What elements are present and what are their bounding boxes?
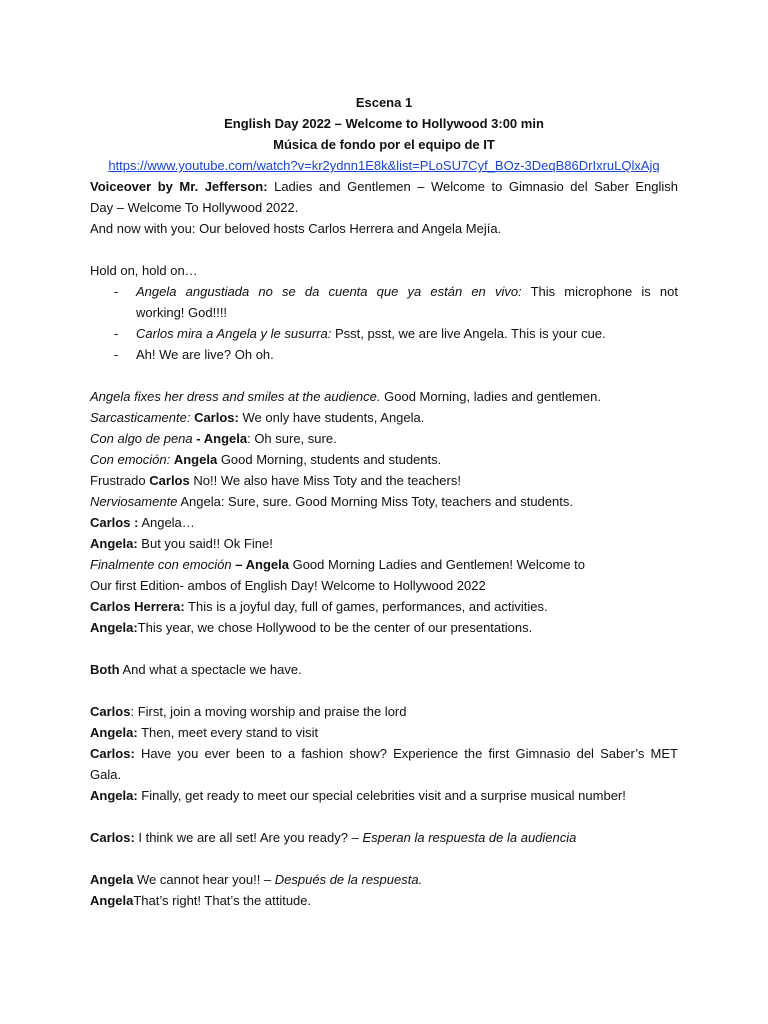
voiceover-line-1	[90, 176, 678, 197]
stage-direction: Finalmente con emoción	[90, 557, 232, 572]
speaker: Carlos	[149, 473, 190, 488]
dialog-line	[90, 386, 678, 407]
speaker: Carlos Herrera:	[90, 599, 185, 614]
speaker: Both	[90, 662, 120, 677]
dialogue-text: : First, join a moving worship and praise the lord	[130, 704, 407, 719]
dialog-line	[90, 554, 678, 575]
dialogue-text: We cannot hear you!! –	[136, 872, 272, 887]
dialogue-text: This is a joyful day, full of games, performances, and activities.	[188, 599, 548, 614]
dialog-line	[90, 512, 678, 533]
dialog-line	[90, 890, 678, 911]
dialogue-text: But you said!! Ok Fine!	[141, 536, 273, 551]
dialog-line	[90, 449, 678, 470]
dialogue-text: Psst, psst, we are live Angela. This is your cue.	[334, 326, 606, 341]
speaker: Angela:	[90, 620, 138, 635]
speaker: - Angela	[196, 431, 248, 446]
dialogue-text: Finally, get ready to meet our special celebrities visit and a surprise musical number!	[141, 788, 626, 803]
bullet-dash: -	[114, 326, 119, 341]
speaker: Carlos:	[90, 830, 135, 845]
dialog-line	[90, 428, 678, 449]
speaker: Angela	[90, 872, 134, 887]
dialog-line	[90, 407, 678, 428]
dialog-line	[90, 659, 678, 680]
stage-direction: Después de la respuesta.	[274, 872, 423, 887]
event-title: English Day 2022 – Welcome to Hollywood 3:00 min	[224, 116, 544, 131]
stage-direction: Esperan la respuesta de la audiencia	[362, 830, 577, 845]
speaker: Carlos:	[194, 410, 239, 425]
speaker: Carlos:	[90, 746, 135, 761]
youtube-link[interactable]: https://www.youtube.com/watch?v=kr2ydnn1E8k&list=PLoSU7Cyf_BOz-3DeqB86DrIxruLQlxAjq	[108, 158, 660, 173]
dialog-line	[90, 785, 678, 806]
dialog-line	[90, 743, 678, 764]
dialogue-text: Angela: Sure, sure. Good Morning Miss Toty, teachers and students.	[180, 494, 573, 509]
scene-title: Escena 1	[355, 95, 413, 110]
bullet-3: Ah! We are live? Oh oh.	[136, 347, 274, 362]
dialogue-text: And what a spectacle we have.	[122, 662, 302, 677]
dialogue-text: Good Morning, ladies and gentlemen.	[384, 389, 601, 404]
dialogue-text: We only have students, Angela.	[242, 410, 425, 425]
dialog-line: Gala.	[90, 767, 122, 782]
dialog-line	[90, 617, 678, 638]
dialogue-text: Then, meet every stand to visit	[141, 725, 319, 740]
dialog-line	[90, 827, 678, 848]
dialogue-text: Frustrado	[90, 473, 146, 488]
bullet-2	[136, 323, 678, 344]
link-line	[90, 155, 678, 176]
speaker: Angela:	[90, 725, 138, 740]
dialog-line	[90, 470, 678, 491]
stage-direction: Nerviosamente	[90, 494, 178, 509]
speaker: Angela:	[90, 788, 138, 803]
stage-direction: Con emoción:	[90, 452, 171, 467]
stage-direction: Carlos mira a Angela y le susurra:	[136, 326, 332, 341]
speaker: Angela	[90, 893, 134, 908]
dialogue-text: That’s right! That’s the attitude.	[133, 893, 312, 908]
stage-direction: Angela fixes her dress and smiles at the audience.	[90, 389, 381, 404]
stage-direction: Sarcasticamente:	[90, 410, 191, 425]
dialog-line	[90, 869, 678, 890]
dialog-line	[90, 491, 678, 512]
dialogue-text: Angela…	[141, 515, 195, 530]
dialogue-text: This microphone is not	[530, 284, 678, 299]
hold-on-line: Hold on, hold on…	[90, 263, 198, 278]
dialogue-text: Good Morning, students and students.	[220, 452, 442, 467]
dialogue-text: Good Morning Ladies and Gentlemen! Welcome to	[292, 557, 586, 572]
dialog-line	[90, 701, 678, 722]
dialog-line: Our first Edition- ambos of English Day! Welcome to Hollywood 2022	[90, 578, 486, 593]
voiceover-speaker: Voiceover by Mr. Jefferson:	[90, 179, 268, 194]
voiceover-line-3: And now with you: Our beloved hosts Carlos Herrera and Angela Mejía.	[90, 221, 502, 236]
speaker: Angela	[173, 452, 218, 467]
dialogue-text: I think we are all set! Are you ready? –	[138, 830, 359, 845]
stage-direction: Con algo de pena	[90, 431, 193, 446]
dialog-line	[90, 533, 678, 554]
music-credit: Música de fondo por el equipo de IT	[273, 137, 495, 152]
bullet-1	[136, 281, 678, 302]
bullet-dash: -	[114, 284, 119, 299]
dialogue-text: No!! We also have Miss Toty and the teachers!	[193, 473, 461, 488]
dialogue-text: Have you ever been to a fashion show? Experience the first Gimnasio del Saber’s MET	[140, 746, 678, 761]
speaker: Angela:	[90, 536, 138, 551]
bullet-dash: -	[114, 347, 119, 362]
stage-direction: Angela angustiada no se da cuenta que ya están en vivo:	[136, 284, 522, 299]
dialog-line	[90, 722, 678, 743]
speaker: Carlos	[90, 704, 131, 719]
speaker: Carlos :	[90, 515, 139, 530]
bullet-1-cont: working! God!!!!	[136, 305, 228, 320]
voiceover-text-1: Ladies and Gentlemen – Welcome to Gimnasio del Saber English	[274, 179, 678, 194]
voiceover-line-2: Day – Welcome To Hollywood 2022.	[90, 200, 299, 215]
dialog-line	[90, 596, 678, 617]
dialogue-text: : Oh sure, sure.	[247, 431, 337, 446]
dialogue-text: This year, we chose Hollywood to be the center of our presentations.	[137, 620, 533, 635]
speaker: – Angela	[235, 557, 289, 572]
